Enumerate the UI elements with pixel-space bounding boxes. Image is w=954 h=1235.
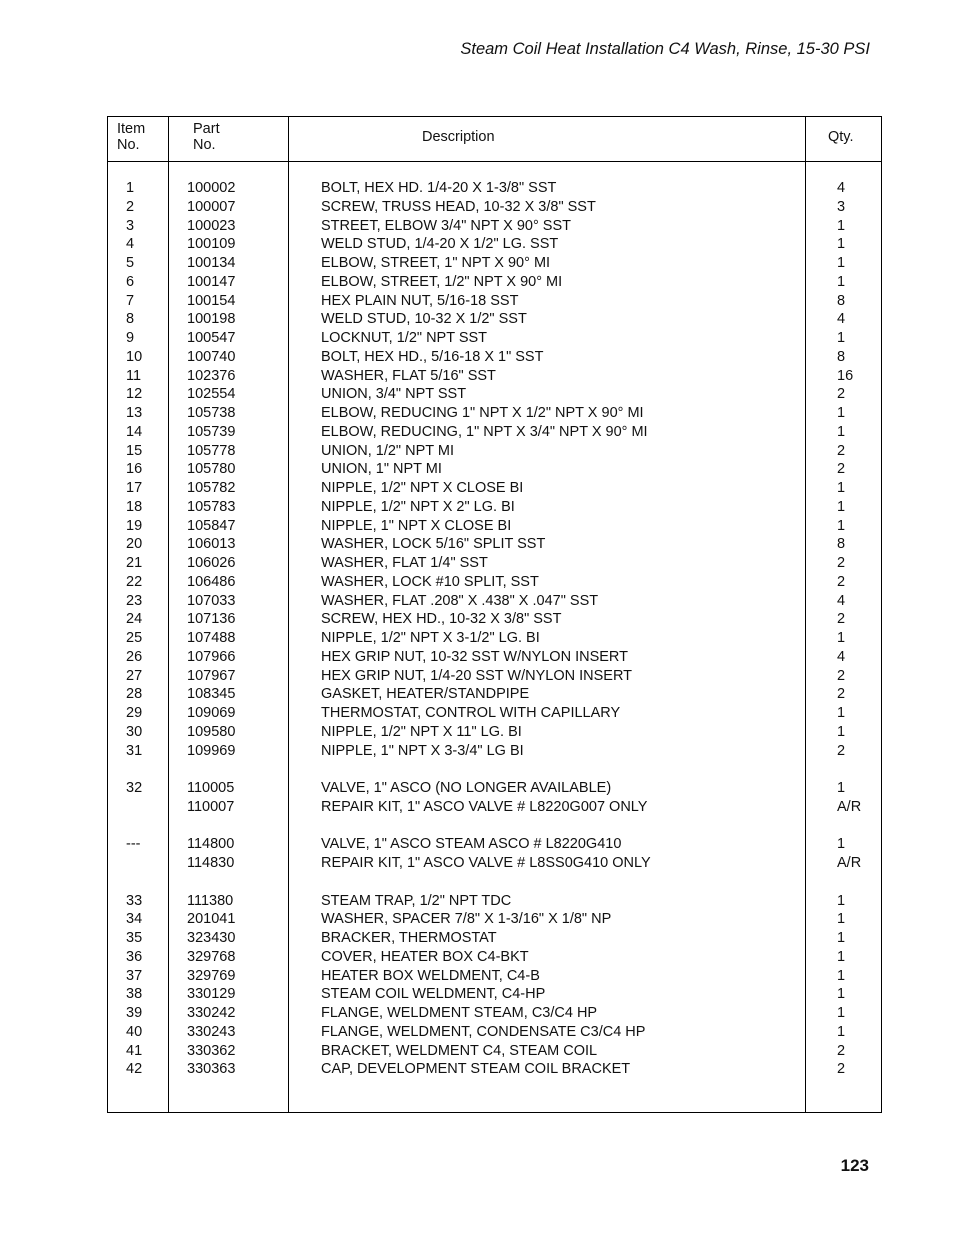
table-row <box>108 704 881 723</box>
quantity: 1 <box>837 423 846 440</box>
item-number: 23 <box>126 592 143 609</box>
table-row <box>108 442 881 461</box>
table-row <box>108 479 881 498</box>
item-number: 13 <box>126 405 143 421</box>
table-row <box>108 1004 881 1023</box>
part-number: 100547 <box>187 330 236 346</box>
item-number: 31 <box>126 742 143 759</box>
description: BOLT, HEX HD. 1/4-20 X 1-3/8" SST <box>321 180 557 196</box>
table-row <box>108 948 881 967</box>
quantity: 1 <box>837 273 846 290</box>
quantity: 2 <box>837 667 846 684</box>
row-spacer <box>108 873 881 892</box>
quantity: 1 <box>837 967 846 984</box>
item-number: 25 <box>126 630 143 646</box>
page-title: Steam Coil Heat Installation C4 Wash, Rinse, 15-30 PSI <box>460 40 870 58</box>
description: ELBOW, STREET, 1/2" NPT X 90° MI <box>321 273 563 290</box>
quantity: 1 <box>837 630 846 646</box>
part-number: 102554 <box>187 386 236 403</box>
table-row <box>108 254 881 273</box>
item-number: 2 <box>126 198 135 215</box>
description: SCREW, TRUSS HEAD, 10-32 X 3/8" SST <box>321 198 596 215</box>
part-number: 106026 <box>187 555 236 571</box>
description: WELD STUD, 10-32 X 1/2" SST <box>321 311 527 328</box>
part-number: 107488 <box>187 630 236 646</box>
item-number: 34 <box>126 911 143 928</box>
quantity: A/R <box>837 855 862 871</box>
quantity: 4 <box>837 648 846 665</box>
quantity: 2 <box>837 1061 846 1078</box>
item-number: 5 <box>126 255 135 271</box>
quantity: 1 <box>837 498 846 515</box>
quantity: 8 <box>837 292 846 309</box>
item-number: 33 <box>126 892 143 909</box>
part-number: 109069 <box>187 705 236 721</box>
table-row <box>108 423 881 442</box>
part-number: 100198 <box>187 311 236 328</box>
description: VALVE, 1" ASCO (NO LONGER AVAILABLE) <box>321 780 612 796</box>
part-number: 109580 <box>187 723 236 740</box>
table-row <box>108 798 881 817</box>
table-row <box>108 592 881 611</box>
part-number: 105778 <box>187 442 236 459</box>
table-row <box>108 573 881 592</box>
page-number: 123 <box>840 1156 869 1175</box>
quantity: 1 <box>837 1023 846 1040</box>
quantity: 1 <box>837 255 846 271</box>
quantity: 1 <box>837 1005 846 1021</box>
quantity: 2 <box>837 386 846 403</box>
description: FLANGE, WELDMENT, CONDENSATE C3/C4 HP <box>321 1023 646 1040</box>
item-number: 9 <box>126 330 135 346</box>
table-row <box>108 198 881 217</box>
item-number: 27 <box>126 667 143 684</box>
quantity: 1 <box>837 911 846 928</box>
description: REPAIR KIT, 1" ASCO VALVE # L8220G007 ONLY <box>321 798 648 815</box>
quantity: 1 <box>837 948 846 965</box>
item-number: 11 <box>126 367 142 384</box>
part-number: 329769 <box>187 967 236 984</box>
description: UNION, 1/2" NPT MI <box>321 442 454 459</box>
table-row <box>108 779 881 798</box>
description: WASHER, LOCK 5/16" SPLIT SST <box>321 536 546 553</box>
description: NIPPLE, 1/2" NPT X CLOSE BI <box>321 480 524 496</box>
part-number: 107966 <box>187 648 236 665</box>
item-number: 12 <box>126 386 143 403</box>
description: SCREW, HEX HD., 10-32 X 3/8" SST <box>321 611 562 628</box>
column-header-part <box>193 121 220 153</box>
table-row <box>108 404 881 423</box>
item-number: 42 <box>126 1061 143 1078</box>
parts-table <box>107 116 882 1113</box>
description: CAP, DEVELOPMENT STEAM COIL BRACKET <box>321 1061 631 1078</box>
description: NIPPLE, 1" NPT X CLOSE BI <box>321 517 512 534</box>
quantity: 1 <box>837 405 846 421</box>
item-number: 15 <box>126 442 143 459</box>
table-row <box>108 348 881 367</box>
part-number: 330362 <box>187 1042 236 1059</box>
item-number: 18 <box>126 498 143 515</box>
part-number: 102376 <box>187 367 236 384</box>
description: BRACKET, WELDMENT C4, STEAM COIL <box>321 1042 598 1059</box>
part-number: 100002 <box>187 180 236 196</box>
description: WASHER, SPACER 7/8" X 1-3/16" X 1/8" NP <box>321 911 612 928</box>
quantity: 8 <box>837 348 846 365</box>
table-row <box>108 835 881 854</box>
item-number: 35 <box>126 930 143 946</box>
table-row <box>108 1042 881 1061</box>
item-number: 29 <box>126 705 143 721</box>
description: STEAM COIL WELDMENT, C4-HP <box>321 986 546 1003</box>
quantity: 4 <box>837 180 846 196</box>
quantity: 8 <box>837 536 846 553</box>
part-number: 330243 <box>187 1023 236 1040</box>
item-number: 6 <box>126 273 135 290</box>
description: HEX PLAIN NUT, 5/16-18 SST <box>321 292 519 309</box>
table-row <box>108 535 881 554</box>
quantity: 1 <box>837 836 846 853</box>
part-number: 323430 <box>187 930 236 946</box>
table-row <box>108 929 881 948</box>
table-row <box>108 367 881 386</box>
description: VALVE, 1" ASCO STEAM ASCO # L8220G410 <box>321 836 622 853</box>
quantity: 4 <box>837 592 846 609</box>
quantity: 1 <box>837 780 846 796</box>
table-row <box>108 179 881 198</box>
quantity: 2 <box>837 555 846 571</box>
column-header-description: Description <box>422 129 495 145</box>
part-number: 106486 <box>187 573 236 590</box>
table-row <box>108 985 881 1004</box>
description: UNION, 3/4" NPT SST <box>321 386 467 403</box>
description: ELBOW, STREET, 1" NPT X 90° MI <box>321 255 551 271</box>
item-number: 22 <box>126 573 143 590</box>
table-row <box>108 742 881 761</box>
quantity: 1 <box>837 517 846 534</box>
description: NIPPLE, 1/2" NPT X 11" LG. BI <box>321 723 522 740</box>
description: WASHER, FLAT 1/4" SST <box>321 555 488 571</box>
item-number: 40 <box>126 1023 143 1040</box>
description: STEAM TRAP, 1/2" NPT TDC <box>321 892 512 909</box>
part-number: 106013 <box>187 536 236 553</box>
table-row <box>108 910 881 929</box>
part-number: 330242 <box>187 1005 236 1021</box>
quantity: 1 <box>837 892 846 909</box>
description: NIPPLE, 1/2" NPT X 2" LG. BI <box>321 498 515 515</box>
item-number: 8 <box>126 311 135 328</box>
item-number: 17 <box>126 480 143 496</box>
part-number: 100007 <box>187 198 236 215</box>
quantity: 1 <box>837 480 846 496</box>
part-number: 105738 <box>187 405 236 421</box>
table-row <box>108 1060 881 1079</box>
item-number: 4 <box>126 236 135 253</box>
header-line: Item <box>117 121 146 137</box>
item-number: 7 <box>126 292 135 309</box>
part-number: 114830 <box>187 855 235 871</box>
part-number: 100023 <box>187 217 236 234</box>
description: WASHER, FLAT 5/16" SST <box>321 367 496 384</box>
item-number: 36 <box>126 948 143 965</box>
header-divider <box>108 161 881 162</box>
quantity: 2 <box>837 611 846 628</box>
description: WASHER, LOCK #10 SPLIT, SST <box>321 573 539 590</box>
description: FLANGE, WELDMENT STEAM, C3/C4 HP <box>321 1005 598 1021</box>
part-number: 105739 <box>187 423 236 440</box>
description: WELD STUD, 1/4-20 X 1/2" LG. SST <box>321 236 559 253</box>
quantity: 1 <box>837 986 846 1003</box>
quantity: 16 <box>837 367 854 384</box>
description: COVER, HEATER BOX C4-BKT <box>321 948 529 965</box>
quantity: 3 <box>837 198 846 215</box>
description: LOCKNUT, 1/2" NPT SST <box>321 330 488 346</box>
item-number: 20 <box>126 536 143 553</box>
table-row <box>108 854 881 873</box>
description: NIPPLE, 1/2" NPT X 3-1/2" LG. BI <box>321 630 540 646</box>
part-number: 105847 <box>187 517 236 534</box>
item-number: 24 <box>126 611 143 628</box>
header-line: Part <box>193 121 220 137</box>
description: UNION, 1" NPT MI <box>321 461 442 478</box>
part-number: 105783 <box>187 498 236 515</box>
part-number: 114800 <box>187 836 235 853</box>
part-number: 100109 <box>187 236 236 253</box>
item-number: 32 <box>126 780 143 796</box>
table-row <box>108 460 881 479</box>
quantity: 1 <box>837 236 846 253</box>
part-number: 100134 <box>187 255 236 271</box>
description: HEX GRIP NUT, 1/4-20 SST W/NYLON INSERT <box>321 667 633 684</box>
part-number: 330129 <box>187 986 236 1003</box>
item-number: --- <box>126 836 141 853</box>
item-number: 37 <box>126 967 143 984</box>
row-spacer <box>108 760 881 779</box>
quantity: 1 <box>837 723 846 740</box>
table-row <box>108 648 881 667</box>
item-number: 26 <box>126 648 143 665</box>
quantity: 2 <box>837 742 846 759</box>
item-number: 21 <box>126 555 143 571</box>
part-number: 109969 <box>187 742 236 759</box>
table-row <box>108 892 881 911</box>
description: WASHER, FLAT .208" X .438" X .047" SST <box>321 592 599 609</box>
part-number: 107967 <box>187 667 236 684</box>
description: NIPPLE, 1" NPT X 3-3/4" LG BI <box>321 742 524 759</box>
table-row <box>108 329 881 348</box>
table-row <box>108 517 881 536</box>
table-row <box>108 217 881 236</box>
part-number: 100154 <box>187 292 236 309</box>
description: HEX GRIP NUT, 10-32 SST W/NYLON INSERT <box>321 648 628 665</box>
table-row <box>108 685 881 704</box>
quantity: 1 <box>837 217 846 234</box>
description: BOLT, HEX HD., 5/16-18 X 1" SST <box>321 348 544 365</box>
quantity: 2 <box>837 442 846 459</box>
part-number: 105782 <box>187 480 236 496</box>
table-row <box>108 610 881 629</box>
part-number: 330363 <box>187 1061 236 1078</box>
quantity: 1 <box>837 330 846 346</box>
description: ELBOW, REDUCING 1" NPT X 1/2" NPT X 90° MI <box>321 405 644 421</box>
table-row <box>108 1023 881 1042</box>
quantity: 2 <box>837 461 846 478</box>
description: GASKET, HEATER/STANDPIPE <box>321 686 530 703</box>
row-spacer <box>108 817 881 836</box>
description: BRACKER, THERMOSTAT <box>321 930 497 946</box>
item-number: 14 <box>126 423 143 440</box>
part-number: 100147 <box>187 273 236 290</box>
column-header-item <box>117 121 145 153</box>
description: REPAIR KIT, 1" ASCO VALVE # L8SS0G410 ONLY <box>321 855 651 871</box>
description: ELBOW, REDUCING, 1" NPT X 3/4" NPT X 90° MI <box>321 423 648 440</box>
part-number: 110007 <box>187 798 235 815</box>
description: THERMOSTAT, CONTROL WITH CAPILLARY <box>321 705 621 721</box>
quantity: A/R <box>837 798 862 815</box>
part-number: 100740 <box>187 348 236 365</box>
part-number: 107033 <box>187 592 236 609</box>
description: STREET, ELBOW 3/4" NPT X 90° SST <box>321 217 572 234</box>
part-number: 329768 <box>187 948 236 965</box>
table-row <box>108 967 881 986</box>
table-row <box>108 273 881 292</box>
item-number: 10 <box>126 348 143 365</box>
part-number: 107136 <box>187 611 236 628</box>
table-row <box>108 310 881 329</box>
part-number: 108345 <box>187 686 236 703</box>
column-header-qty: Qty. <box>828 129 854 145</box>
item-number: 19 <box>126 517 143 534</box>
part-number: 111380 <box>187 892 234 909</box>
quantity: 2 <box>837 573 846 590</box>
header-line: No. <box>193 137 216 153</box>
item-number: 41 <box>126 1042 143 1059</box>
quantity: 2 <box>837 1042 846 1059</box>
item-number: 38 <box>126 986 143 1003</box>
item-number: 30 <box>126 723 143 740</box>
header-line: No. <box>117 137 140 153</box>
item-number: 3 <box>126 217 135 234</box>
description: HEATER BOX WELDMENT, C4-B <box>321 967 540 984</box>
part-number: 110005 <box>187 780 235 796</box>
quantity: 2 <box>837 686 846 703</box>
table-row <box>108 629 881 648</box>
item-number: 39 <box>126 1005 143 1021</box>
table-row <box>108 292 881 311</box>
table-row <box>108 498 881 517</box>
table-row <box>108 385 881 404</box>
quantity: 1 <box>837 705 846 721</box>
table-body <box>108 179 881 1079</box>
table-row <box>108 235 881 254</box>
table-row <box>108 554 881 573</box>
part-number: 105780 <box>187 461 236 478</box>
quantity: 1 <box>837 930 846 946</box>
item-number: 1 <box>126 180 135 196</box>
item-number: 28 <box>126 686 143 703</box>
table-row <box>108 723 881 742</box>
table-row <box>108 667 881 686</box>
part-number: 201041 <box>187 911 236 928</box>
quantity: 4 <box>837 311 846 328</box>
item-number: 16 <box>126 461 143 478</box>
